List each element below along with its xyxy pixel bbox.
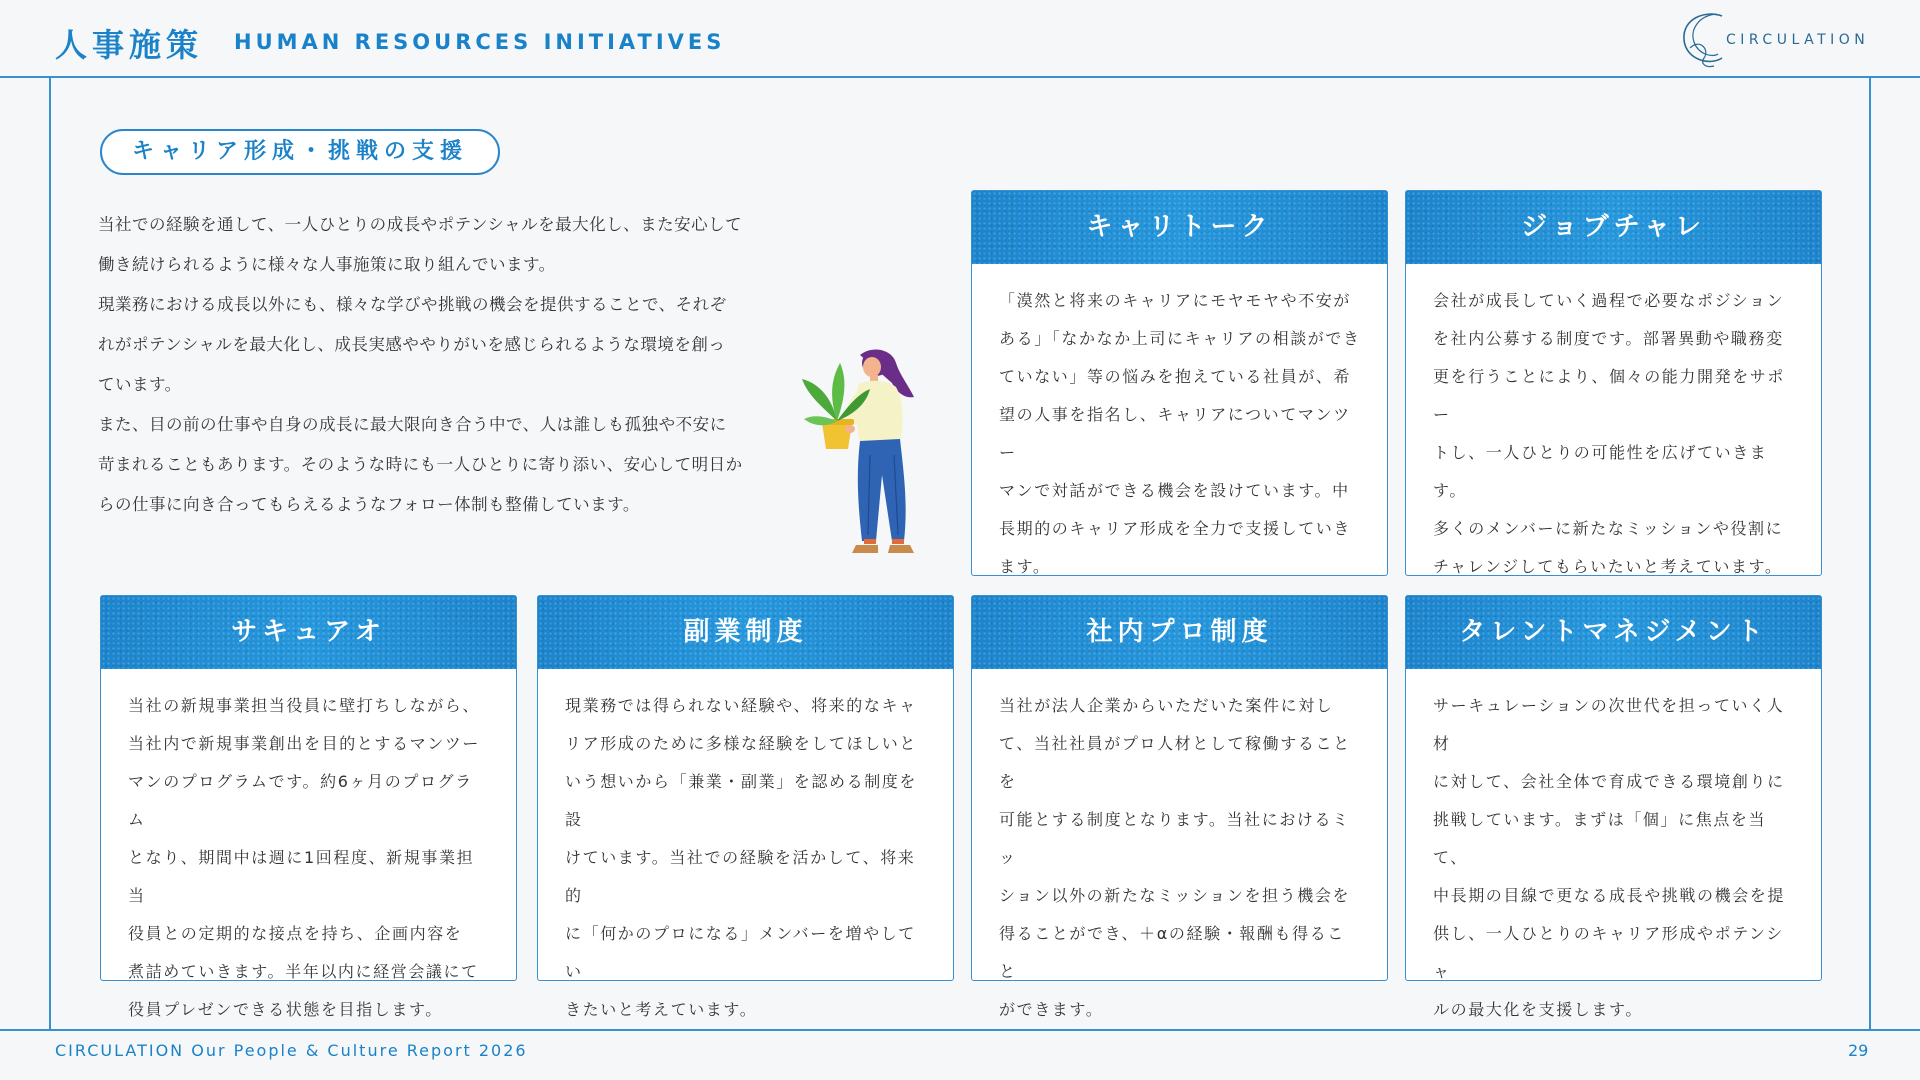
card-line: マンのプログラムです。約6ヶ月のプログラム (128, 772, 473, 829)
card-body (1406, 264, 1821, 586)
card-body (1406, 669, 1821, 1029)
card-title: ジョブチャレ (1406, 191, 1821, 264)
page-number: 29 (1848, 1041, 1869, 1060)
card-line: て、当社社員がプロ人材として稼働することを (999, 734, 1351, 791)
card-title: タレントマネジメント (1406, 596, 1821, 669)
intro-line: 現業務における成長以外にも、様々な学びや挑戦の機会を提供することで、それぞ (98, 295, 727, 314)
card-line: 煮詰めていきます。半年以内に経営会議にて (128, 962, 479, 981)
card-line: 多くのメンバーに新たなミッションや役割に (1433, 519, 1784, 538)
card-line: 長期的のキャリア形成を全力で支援していき (999, 519, 1352, 538)
card-line: リア形成のために多様な経験をしてほしいと (565, 734, 918, 753)
card-job-challenge (1405, 190, 1822, 576)
card-line: 現業務では得られない経験や、将来的なキャ (565, 696, 917, 715)
card-talent-management (1405, 595, 1822, 1019)
card-side-job (537, 595, 954, 1019)
card-title: キャリトーク (972, 191, 1387, 264)
card-line: ます。 (999, 557, 1051, 576)
footer-report-title: CIRCULATION Our People & Culture Report 2026 (55, 1041, 528, 1060)
card-internal-pro (971, 595, 1388, 1019)
card-line: となり、期間中は週に1回程度、新規事業担当 (128, 848, 475, 905)
intro-line: 働き続けられるように様々な人事施策に取り組んでいます。 (98, 255, 556, 274)
card-line: ができます。 (999, 1000, 1104, 1019)
card-line: ある」「なかなか上司にキャリアの相談ができ (999, 329, 1361, 348)
card-title: 副業制度 (538, 596, 953, 669)
card-line: チャレンジしてもらいたいと考えています。 (1433, 557, 1783, 576)
intro-line: ています。 (98, 375, 182, 394)
card-line: 当社内で新規事業創出を目的とするマンツー (128, 734, 481, 753)
card-title: 社内プロ制度 (972, 596, 1387, 669)
circulation-logo (1676, 8, 1896, 70)
card-line: 望の人事を指名し、キャリアについてマンツー (999, 405, 1351, 462)
card-line: いう想いから「兼業・副業」を認める制度を設 (565, 772, 918, 829)
card-line: 当社の新規事業担当役員に壁打ちしながら、 (128, 696, 481, 715)
section-label: キャリア形成・挑戦の支援 (100, 129, 500, 175)
card-line: に対して、会社全体で育成できる環境創りに (1433, 772, 1785, 791)
card-line: ション以外の新たなミッションを担う機会を (999, 886, 1351, 905)
card-body (101, 669, 516, 1029)
card-body (538, 669, 953, 1029)
intro-text (98, 205, 788, 525)
frame-left-border (49, 78, 51, 1030)
card-line: ルの最大化を支援します。 (1433, 1000, 1643, 1019)
card-line: 役員との定期的な接点を持ち、企画内容を (128, 924, 463, 943)
card-line: けています。当社での経験を活かして、将来的 (565, 848, 916, 905)
card-line: 中長期の目線で更なる成長や挑戦の機会を提 (1433, 886, 1786, 905)
card-title: サキュアオ (101, 596, 516, 669)
intro-line: 当社での経験を通して、一人ひとりの成長やポテンシャルを最大化し、また安心して (98, 215, 743, 234)
page-title: 人事施策 (55, 26, 204, 64)
card-body (972, 264, 1387, 586)
card-line: に「何かのプロになる」メンバーを増やしてい (565, 924, 916, 981)
card-line: マンで対話ができる機会を設けています。中 (999, 481, 1350, 500)
card-body (972, 669, 1387, 1029)
card-line: サーキュレーションの次世代を担っていく人材 (1433, 696, 1785, 753)
card-line: 可能とする制度となります。当社におけるミッ (999, 810, 1350, 867)
intro-line: らの仕事に向き合ってもらえるようなフォロー体制も整備しています。 (98, 495, 640, 514)
card-sakyuao (100, 595, 517, 1019)
card-line: 当社が法人企業からいただいた案件に対し (999, 696, 1334, 715)
card-line: 会社が成長していく過程で必要なポジション (1433, 291, 1785, 310)
card-line: 役員プレゼンできる状態を目指します。 (128, 1000, 443, 1019)
card-line: きたいと考えています。 (565, 1000, 758, 1019)
card-line: 更を行うことにより、個々の能力開発をサポー (1433, 367, 1786, 424)
page-subtitle: HUMAN RESOURCES INITIATIVES (234, 30, 726, 54)
page-header (0, 0, 1920, 78)
card-career-talk (971, 190, 1388, 576)
card-line: 挑戦しています。まずは「個」に焦点を当て、 (1433, 810, 1767, 867)
card-line: ていない」等の悩みを抱えている社員が、希 (999, 367, 1352, 386)
card-line: 供し、一人ひとりのキャリア形成やポテンシャ (1433, 924, 1784, 981)
person-with-plant-illustration (800, 345, 930, 570)
card-line: を社内公募する制度です。部署異動や職務変 (1433, 329, 1784, 348)
card-line: 「漠然と将来のキャリアにモヤモヤや不安が (999, 291, 1352, 310)
intro-line: また、目の前の仕事や自身の成長に最大限向き合う中で、人は誰しも孤独や不安に (98, 415, 727, 434)
intro-line: れがポテンシャルを最大化し、成長実感ややりがいを感じられるような環境を創っ (98, 335, 726, 354)
intro-line: 苛まれることもあります。そのような時にも一人ひとりに寄り添い、安心して明日か (98, 455, 743, 474)
frame-right-border (1869, 78, 1871, 1030)
card-line: トし、一人ひとりの可能性を広げていきます。 (1433, 443, 1768, 500)
card-line: 得ることができ、＋αの経験・報酬も得ること (999, 924, 1345, 981)
logo-text: CIRCULATION (1726, 32, 1870, 48)
frame-bottom-border (0, 1029, 1920, 1031)
